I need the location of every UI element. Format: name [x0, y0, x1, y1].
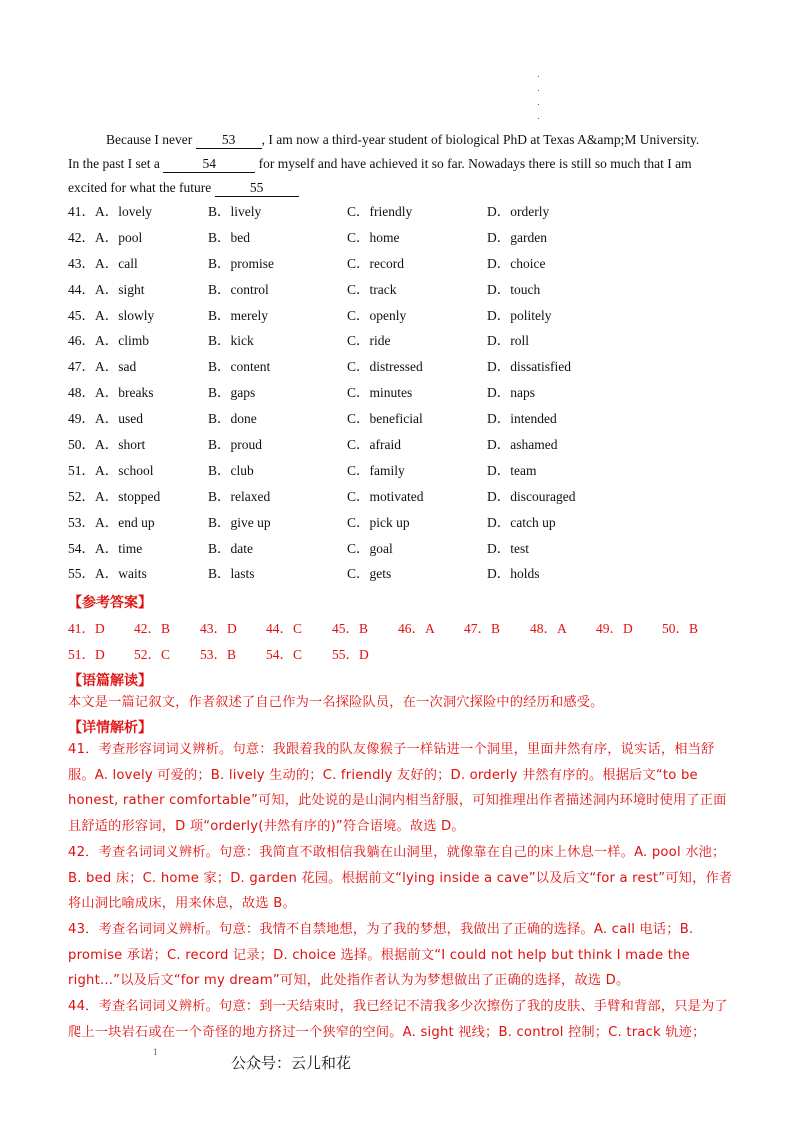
- answer-key: [68, 617, 728, 669]
- option-row: 50．A．short B．proud C．afraid D．ashamed: [68, 437, 558, 453]
- detail-heading: 【详情解析】: [68, 720, 152, 736]
- options-list: [68, 200, 728, 588]
- blank-55: 55: [215, 179, 299, 197]
- passage-line-1: Because I never 53 , I am now a third-year student of biological PhD at Texas A&amp;M University.: [106, 132, 700, 147]
- option-row: 43．A．call B．promise C．record D．choice: [68, 255, 546, 271]
- option-row: 49．A．used B．done C．beneficial D．intended: [68, 411, 557, 427]
- reading-heading: 【语篇解读】: [68, 673, 152, 689]
- footer-text: 公众号：云儿和花: [231, 1054, 352, 1072]
- option-row: 48．A．breaks B．gaps C．minutes D．naps: [68, 385, 535, 401]
- option-row: 44．A．sight B．control C．track D．touch: [68, 281, 541, 297]
- answer-row: 51．D 52．C 53．B 54．C 55．D: [68, 647, 369, 662]
- detail-44: 44．考查名词词义辨析。句意：到一天结束时，我已经记不清我多少次擦伤了我的皮肤、手臂和背部，只是为了爬上一块岩石或在一个奇怪的地方挤过一个狭窄的空间。A. sight 视线；B. control 控制；C. track 轨迹；: [68, 999, 728, 1040]
- option-row: 53．A．end up B．give up C．pick up D．catch up: [68, 514, 556, 530]
- blank-54: 54: [163, 155, 255, 173]
- passage-line-3: excited for what the future 55: [68, 176, 736, 201]
- option-row: 55．A．waits B．lasts C．gets D．holds: [68, 566, 540, 582]
- dot-marks: . . . .: [537, 69, 540, 122]
- passage-line-2: In the past I set a 54 for myself and have achieved it so far. Nowadays there is still so much that I am: [68, 156, 692, 171]
- option-row: 42．A．pool B．bed C．home D．garden: [68, 229, 547, 245]
- detail-41: 41．考查形容词词义辨析。句意：我跟着我的队友像猴子一样钻进一个洞里，里面井然有序，说实话，相当舒服。A. lovely 可爱的；B. lively 生动的；C. friendly 友好的；D. orderly 井然有序的。根据后文“to be honest, rather comfortable”可知，此处说的是山洞内相当舒服，可知推理出作者描述洞内环境时使用了正面且舒适的形容词，D 项“orderly(井然有序的)”符合语境。故选 D。: [68, 742, 727, 834]
- answer-heading: 【参考答案】: [68, 595, 152, 611]
- option-row: 45．A．slowly B．merely C．openly D．politely: [68, 307, 552, 323]
- option-row: 52．A．stopped B．relaxed C．motivated D．discouraged: [68, 488, 576, 504]
- detail-42: 42．考查名词词义辨析。句意：我简直不敢相信我躺在山洞里，就像靠在自己的床上休息一样。A. pool 水池；B. bed 床；C. home 家；D. garden 花园。根据前文“lying inside a cave”以及后文“for a rest”可知，作者将山洞比喻成床，用来休息，故选 B。: [68, 845, 733, 912]
- blank-53: 53: [196, 131, 262, 149]
- detail-43: 43．考查名词词义辨析。句意：我情不自禁地想，为了我的梦想，我做出了正确的选择。A. call 电话；B. promise 承诺；C. record 记录；D. choice 选择。根据前文“I could not help but think I made the right...”以及后文“for my dream”可知，此处指作者认为为梦想做出了正确的选择，故选 D。: [68, 922, 694, 989]
- page-mark: 1: [153, 1048, 159, 1057]
- option-row: 54．A．time B．date C．goal D．test: [68, 540, 529, 556]
- option-row: 51．A．school B．club C．family D．team: [68, 462, 537, 478]
- option-row: 47．A．sad B．content C．distressed D．dissatisfied: [68, 359, 571, 375]
- reading-text: 本文是一篇记叙文，作者叙述了自己作为一名探险队员，在一次洞穴探险中的经历和感受。: [68, 695, 604, 710]
- option-row: 46．A．climb B．kick C．ride D．roll: [68, 333, 529, 349]
- option-row: 41．A．lovely B．lively C．friendly D．orderly: [68, 204, 550, 219]
- answer-row: 41．D 42．B 43．D 44．C 45．B 46．A 47．B 48．A 49．D 50．B: [68, 621, 699, 636]
